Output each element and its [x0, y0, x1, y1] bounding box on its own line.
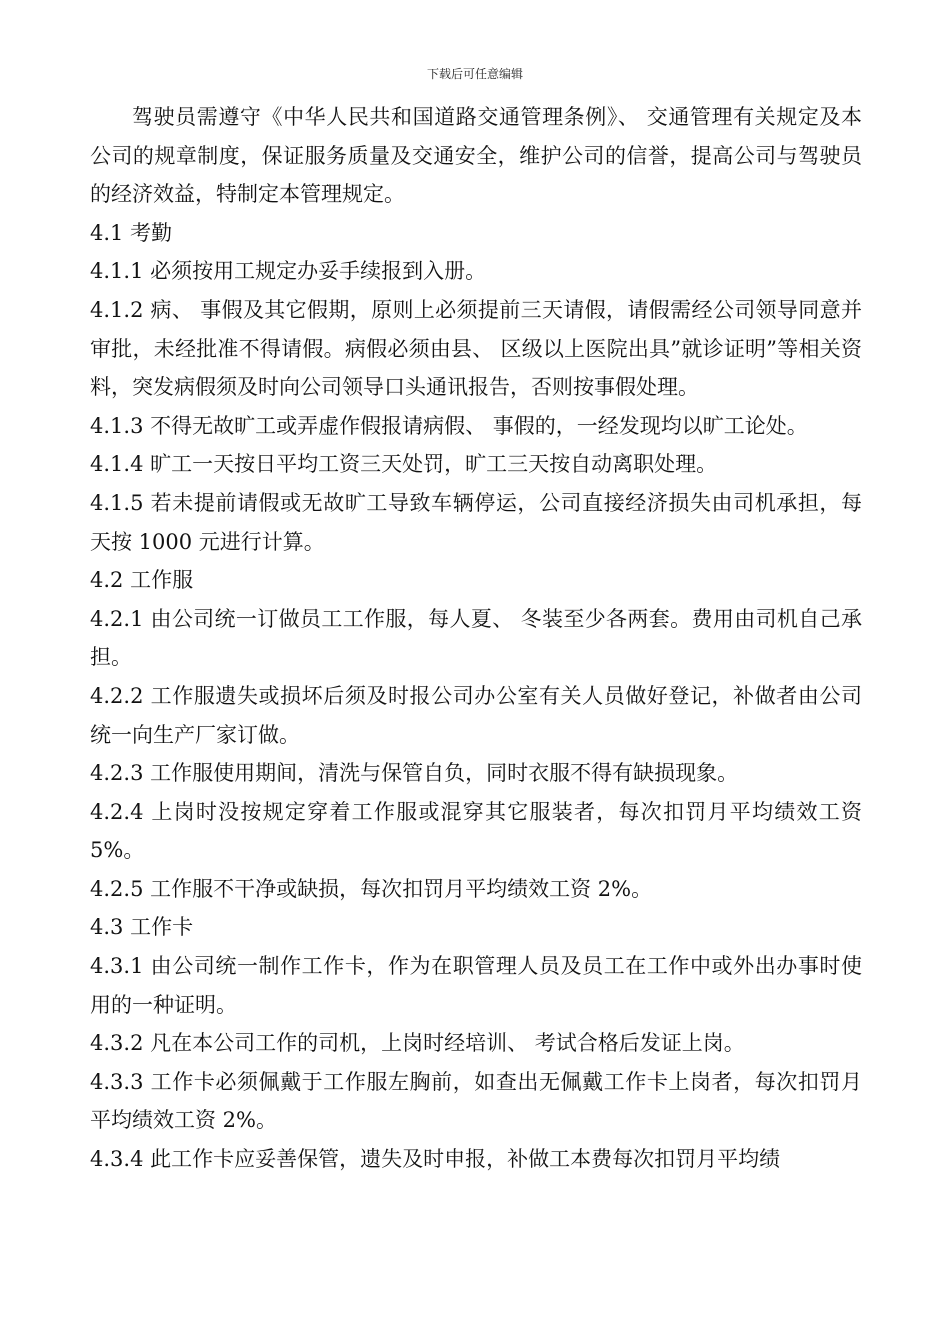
- page-header: 下载后可任意编辑: [426, 67, 523, 81]
- section-heading-attendance: 4.1 考勤: [90, 220, 173, 245]
- clause-paragraph: 4.3.3 工作卡必须佩戴于工作服左胸前，如查出无佩戴工作卡上岗者，每次扣罚月平均绩效工资 2%。: [90, 1069, 862, 1133]
- clause-paragraph: 4.3.4 此工作卡应妥善保管，遗失及时申报，补做工本费每次扣罚月平均绩: [90, 1147, 781, 1172]
- section-heading-uniform: 4.2 工作服: [90, 568, 194, 593]
- intro-paragraph: 驾驶员需遵守《中华人民共和国道路交通管理条例》、 交通管理有关规定及本公司的规章制度，保证服务质量及交通安全，维护公司的信誉，提高公司与驾驶员的经济效益，特制定本管理规定。: [90, 105, 862, 207]
- document-body: [90, 98, 862, 1179]
- clause-paragraph: 4.2.3 工作服使用期间，清洗与保管自负，同时衣服不得有缺损现象。: [90, 761, 739, 786]
- clause-paragraph: 4.1.4 旷工一天按日平均工资三天处罚，旷工三天按自动离职处理。: [90, 452, 718, 477]
- section-heading-work-card: 4.3 工作卡: [90, 915, 194, 940]
- clause-paragraph: 4.3.1 由公司统一制作工作卡，作为在职管理人员及员工在工作中或外出办事时使用的一种证明。: [90, 954, 862, 1017]
- clause-paragraph: 4.2.5 工作服不干净或缺损，每次扣罚月平均绩效工资 2%。: [90, 876, 653, 901]
- clause-paragraph: 4.1.5 若未提前请假或无故旷工导致车辆停运，公司直接经济损失由司机承担，每天按 1000 元进行计算。: [90, 490, 862, 554]
- clause-paragraph: 4.2.2 工作服遗失或损坏后须及时报公司办公室有关人员做好登记，补做者由公司统一向生产厂家订做。: [90, 683, 862, 747]
- clause-paragraph: 4.3.2 凡在本公司工作的司机，上岗时经培训、 考试合格后发证上岗。: [90, 1031, 745, 1056]
- clause-paragraph: 4.2.1 由公司统一订做员工工作服，每人夏、 冬装至少各两套。费用由司机自己承担。: [90, 606, 862, 670]
- clause-paragraph: 4.2.4 上岗时没按规定穿着工作服或混穿其它服装者，每次扣罚月平均绩效工资 5%。: [90, 799, 862, 863]
- clause-paragraph: 4.1.2 病、 事假及其它假期，原则上必须提前三天请假，请假需经公司领导同意并审批，未经批准不得请假。病假必须由县、 区级以上医院出具”就诊证明”等相关资料，突发病假须及时向公司领导口头通讯报告，否则按事假处理。: [90, 297, 862, 400]
- clause-paragraph: 4.1.1 必须按用工规定办妥手续报到入册。: [90, 259, 487, 284]
- clause-paragraph: 4.1.3 不得无故旷工或弄虚作假报请病假、 事假的，一经发现均以旷工论处。: [90, 413, 808, 438]
